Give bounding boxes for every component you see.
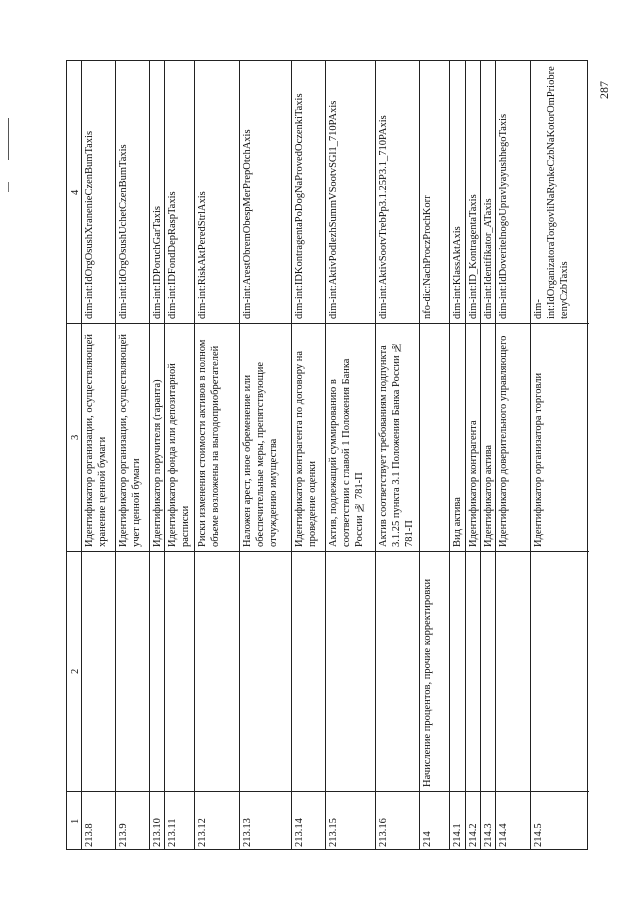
- row-213-9-num: 213.9: [118, 823, 129, 847]
- row-214-code: nfo-dic:NachProczProchKorr: [422, 195, 433, 319]
- row-214-2-code: dim-int:ID_KontragentaTaxis: [468, 194, 479, 319]
- scan-edge-mark: [8, 118, 9, 160]
- row-214-1-name: [449, 551, 465, 791]
- row-213-9-code: dim-int:IdOrgOsushUchetCzenBumTaxis: [118, 144, 129, 319]
- row-213-14-name: [291, 551, 325, 791]
- row-214-1-code: dim-int:KlassAktAxis: [452, 226, 463, 319]
- row-213-13-desc: Наложен арест, иное обременение или обеспечительные меры, препятствующие отчуждению имущества: [242, 361, 279, 547]
- row-213-8-desc: Идентификатор организации, осуществляющей хранение ценной бумаги: [84, 334, 108, 547]
- row-214-5-code: dim-int:IdOrganizatoraTorgovliNaRynkeCzbNaKotorOmPriobretenyCzbTaxis: [533, 66, 570, 319]
- row-214-5-name: [530, 551, 589, 791]
- row-213-9-desc: Идентификатор организации, осуществляющей учет ценной бумаги: [118, 334, 142, 547]
- row-213-14-desc: Идентификатор контрагента по договору на проведение оценки: [294, 350, 318, 547]
- row-213-13-name: [239, 551, 291, 791]
- rotated-table: [66, 60, 588, 850]
- row-213-14-num: 213.14: [294, 818, 305, 847]
- row-214-2-desc: Идентификатор контрагента: [468, 420, 479, 547]
- row-213-12-desc: Риски изменения стоимости активов в полном объеме возложены на выгодоприобретателей: [197, 339, 221, 547]
- row-214-3-desc: Идентификатор актива: [483, 444, 494, 547]
- row-213-10-desc: Идентификатор поручителя (гаранта): [152, 379, 163, 547]
- row-213-12-name: [194, 551, 239, 791]
- row-214-4-desc: Идентификатор доверительного управляющего: [498, 335, 509, 547]
- row-214-5-desc: Идентификатор организатора торговли: [533, 372, 544, 547]
- column-header-1: 1: [70, 818, 81, 824]
- row-214-2-num: 214.2: [468, 823, 479, 847]
- row-213-13-num: 213.13: [242, 818, 253, 847]
- page-number: 287: [597, 81, 611, 99]
- scan-edge-mark: [8, 182, 9, 192]
- row-213-9-name: [115, 551, 149, 791]
- row-213-14-code: dim-int:IDKontragentaPoDogNaProvedOczenkiTaxis: [294, 93, 305, 319]
- row-213-16-num: 213.16: [378, 818, 389, 847]
- row-214-4-name: [495, 551, 530, 791]
- row-214-1-num: 214.1: [452, 823, 463, 847]
- row-213-10-num: 213.10: [152, 818, 163, 847]
- row-213-12-num: 213.12: [197, 818, 208, 847]
- row-214-1-desc: Вид актива: [452, 497, 463, 547]
- row-213-8-code: dim-int:IdOrgOsushXranenieCzenBumTaxis: [84, 130, 95, 319]
- row-214-name: Начисление процентов, прочие корректировки: [422, 578, 433, 787]
- row-213-12-code: dim-int:RiskAktPeredStrlAxis: [197, 191, 208, 319]
- row-214-3-name: [480, 551, 495, 791]
- row-213-10-name: [149, 551, 164, 791]
- row-214-3-num: 214.3: [483, 823, 494, 847]
- column-header-2: 2: [70, 668, 81, 674]
- row-213-13-code: dim-int:ArestObremObespMerPrepOtchAxis: [242, 129, 253, 319]
- row-213-10-code: dim-int:IDPoruchGarTaxis: [152, 206, 163, 319]
- row-214-2-name: [465, 551, 480, 791]
- row-213-11-code: dim-int:IDFondDepRaspTaxis: [167, 191, 178, 319]
- row-213-16-code: dim-int:AktivSootvTrebPp3.1.25P3.1_710PAxis: [378, 115, 389, 319]
- row-213-15-code: dim-int:AktivPodlezhSummVSootvSGl1_710PAxis: [328, 100, 339, 319]
- row-213-8-name: [81, 551, 115, 791]
- row-213-15-name: [325, 551, 375, 791]
- row-213-8-num: 213.8: [84, 823, 95, 847]
- row-214-4-num: 214.4: [498, 823, 509, 847]
- row-213-15-desc: Актив, подлежащий суммированию в соответствии с главой 1 Положения Банка России № 781-П: [328, 358, 365, 547]
- row-214-5-num: 214.5: [533, 823, 544, 847]
- row-213-11-num: 213.11: [167, 818, 178, 847]
- column-header-4: 4: [70, 189, 81, 195]
- row-213-15-num: 213.15: [328, 818, 339, 847]
- row-214-4-code: dim-int:IdDoveritelnogoUpravlyayushhegoTaxis: [498, 113, 509, 319]
- row-214-desc: [419, 323, 449, 551]
- row-213-16-desc: Актив соответствует требованиям подпункта 3.1.25 пункта 3.1 Положения Банка России № 781-П: [378, 341, 415, 547]
- column-header-3: 3: [70, 434, 81, 440]
- row-213-11-name: [164, 551, 194, 791]
- row-213-16-name: [375, 551, 419, 791]
- row-214-3-code: dim-int:Identifikator_ATaxis: [483, 198, 494, 319]
- row-213-11-desc: Идентификатор фонда или депозитарной расписки: [167, 363, 191, 547]
- row-214-num: 214: [422, 831, 433, 847]
